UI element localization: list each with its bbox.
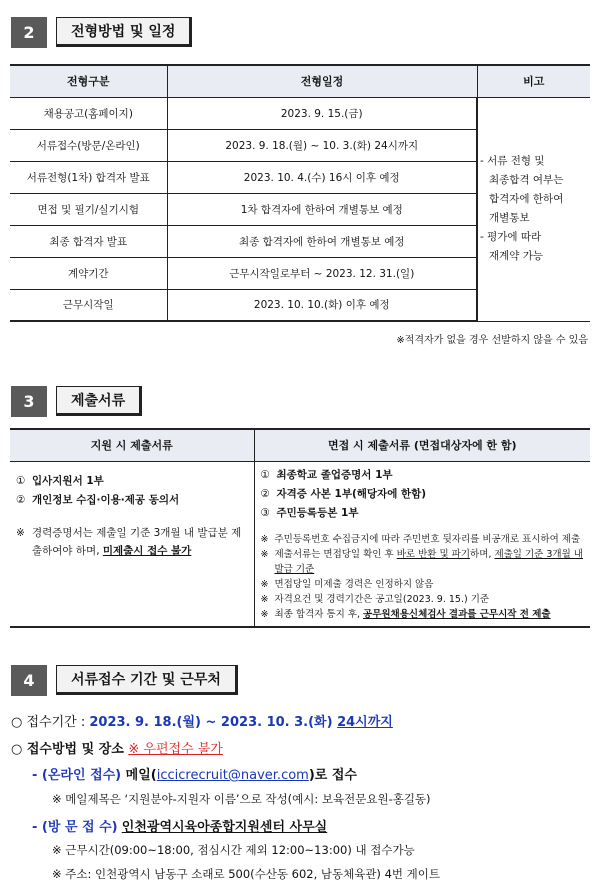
- type-cell: 서류전형(1차) 합격자 발표: [10, 161, 167, 193]
- note-text: 하며,: [470, 548, 495, 560]
- schedule-table: [10, 64, 590, 322]
- period-value: 2023. 9. 18.(월) ~ 2023. 10. 3.(화): [89, 715, 338, 730]
- list-item: [261, 485, 585, 504]
- note-text: 경력증명서는 제출일 기준 3개월 내 발급분 제출하여야 하며,: [32, 526, 242, 557]
- item-text: 자격증 사본 1부(해당자에 한함): [276, 487, 427, 500]
- type-cell: 면접 및 필기/실기시험: [10, 193, 167, 225]
- schedule-cell: 근무시작일로부터 ~ 2023. 12. 31.(일): [167, 257, 477, 289]
- note-emphasis: 공무원채용신체검사 결과를 근무시작 전 제출: [363, 608, 551, 620]
- online-line: [32, 764, 357, 783]
- item-text: 개인정보 수집·이용·제공 동의서: [32, 493, 180, 506]
- visit-line: [32, 816, 327, 835]
- col-header-interview: 면접 시 제출서류 (면접대상자에 한 함): [254, 429, 590, 461]
- note-emphasis: 바로 반환 및 파기: [396, 548, 471, 560]
- item-mark: ②: [260, 487, 270, 500]
- period-line: [11, 711, 393, 730]
- online-text: )로 접수: [308, 768, 357, 783]
- section-number: 2: [11, 17, 47, 48]
- note-line: - 서류 전형 및: [480, 155, 545, 167]
- note-text: 자격요건 및 경력기간은 공고일(2023. 9. 15.) 기준: [274, 593, 490, 605]
- item-text: 주민등록등본 1부: [276, 506, 359, 519]
- online-text: 메일(: [121, 768, 157, 783]
- type-cell: 서류접수(방문/온라인): [10, 129, 167, 161]
- apply-note: [16, 524, 248, 560]
- note-emphasis: 제출일 기준 3개월 내 발급 기준: [274, 548, 583, 575]
- note-line: - 평가에 따라: [480, 231, 542, 243]
- note-text: 주민등록번호 수집금지에 따라 주민번호 뒷자리를 비공개로 표시하여 제출: [274, 533, 581, 545]
- interview-note: ※ 면접당일 미제출 경력은 인정하지 않음: [260, 578, 434, 590]
- section-title: 전형방법 및 일정: [56, 17, 192, 47]
- list-item: [16, 491, 248, 510]
- list-item: [16, 472, 248, 491]
- note-emphasis: 미제출시 접수 불가: [102, 544, 192, 557]
- visit-hours: ※ 근무시간(09:00~18:00, 점심시간 제외 12:00~13:00) 내 접수가능: [52, 843, 415, 857]
- type-cell: 계약기간: [10, 257, 167, 289]
- interview-note: ※ 주민등록번호 수집금지에 따라 주민번호 뒷자리를 비공개로 표시하여 제출: [260, 533, 581, 545]
- item-text: 최종학교 졸업증명서 1부: [276, 468, 393, 481]
- schedule-cell: 2023. 10. 10.(화) 이후 예정: [167, 289, 477, 321]
- apply-documents-cell: [10, 461, 254, 627]
- note-text: 면접당일 미제출 경력은 인정하지 않음: [274, 578, 434, 590]
- schedule-cell: 2023. 10. 4.(수) 16시 이후 예정: [167, 161, 477, 193]
- col-header-type: 전형구분: [10, 65, 167, 97]
- period-label: ○ 접수기간 :: [11, 715, 90, 730]
- section-number: 4: [11, 665, 47, 696]
- item-mark: ①: [16, 474, 26, 487]
- selection-footnote: ※적격자가 없을 경우 선발하지 않을 수 있음: [396, 335, 588, 346]
- visit-place: 인천광역시육아종합지원센터 사무실: [121, 820, 328, 835]
- email-link[interactable]: iccicrecruit@naver.com: [156, 768, 309, 783]
- section-title: 제출서류: [56, 386, 142, 416]
- type-cell: 최종 합격자 발표: [10, 225, 167, 257]
- note-line: 개별통보: [489, 212, 530, 224]
- visit-label: - (방 문 접 수): [32, 820, 118, 835]
- note-mark: ※: [16, 526, 25, 539]
- section-3-header: [11, 386, 142, 418]
- type-cell: 채용공고(홈페이지): [10, 97, 167, 129]
- note-text: 최종 합격자 통지 후,: [274, 608, 364, 620]
- section-title: 서류접수 기간 및 근무처: [56, 665, 238, 695]
- table-row: [10, 97, 590, 129]
- col-header-apply: 지원 시 제출서류: [10, 429, 254, 461]
- note-text: 제출서류는 면접당일 확인 후: [274, 548, 397, 560]
- online-note: ※ 메일제목은 ‘지원분야-지원자 이름’으로 작성(예시: 보육전문요원-홍길동): [52, 792, 431, 806]
- documents-table: [10, 428, 590, 628]
- schedule-cell: 2023. 9. 15.(금): [167, 97, 477, 129]
- section-2-header: [11, 17, 192, 49]
- schedule-cell: 최종 합격자에 한하여 개별통보 예정: [167, 225, 477, 257]
- interview-note: ※ 최종 합격자 통지 후, 공무원채용신체검사 결과를 근무시작 전 제출: [260, 608, 551, 620]
- list-item: [261, 466, 585, 485]
- period-end: 24시까지: [337, 715, 393, 730]
- online-label: - (온라인 접수): [32, 768, 122, 783]
- visit-address: ※ 주소: 인천광역시 남동구 소래로 500(수산동 602, 남동체육관) 4번 게이트: [52, 867, 440, 881]
- list-item: [261, 504, 585, 523]
- note-cell: [477, 97, 590, 321]
- method-note: ※ 우편접수 불가: [128, 742, 223, 757]
- interview-documents-cell: [254, 461, 590, 627]
- schedule-cell: 2023. 9. 18.(월) ~ 10. 3.(화) 24시까지: [167, 129, 477, 161]
- col-header-note: 비고: [477, 65, 590, 97]
- note-line: 재계약 가능: [489, 250, 544, 262]
- item-text: 입사지원서 1부: [32, 474, 104, 487]
- method-label: ○ 접수방법 및 장소: [11, 742, 129, 757]
- item-mark: ③: [260, 506, 270, 519]
- note-line: 합격자에 한하여: [489, 193, 564, 205]
- item-mark: ①: [260, 468, 270, 481]
- note-line: 최종합격 여부는: [489, 174, 564, 186]
- schedule-cell: 1차 합격자에 한하여 개별통보 예정: [167, 193, 477, 225]
- section-number: 3: [11, 386, 47, 417]
- interview-note: ※ 자격요건 및 경력기간은 공고일(2023. 9. 15.) 기준: [260, 593, 490, 605]
- interview-note: ※ 제출서류는 면접당일 확인 후 바로 반환 및 파기하며, 제출일 기준 3개월 내 발급 기준: [260, 548, 583, 575]
- col-header-schedule: 전형일정: [167, 65, 477, 97]
- item-mark: ②: [16, 493, 26, 506]
- type-cell: 근무시작일: [10, 289, 167, 321]
- section-4-header: [11, 665, 238, 697]
- method-line: [11, 738, 223, 757]
